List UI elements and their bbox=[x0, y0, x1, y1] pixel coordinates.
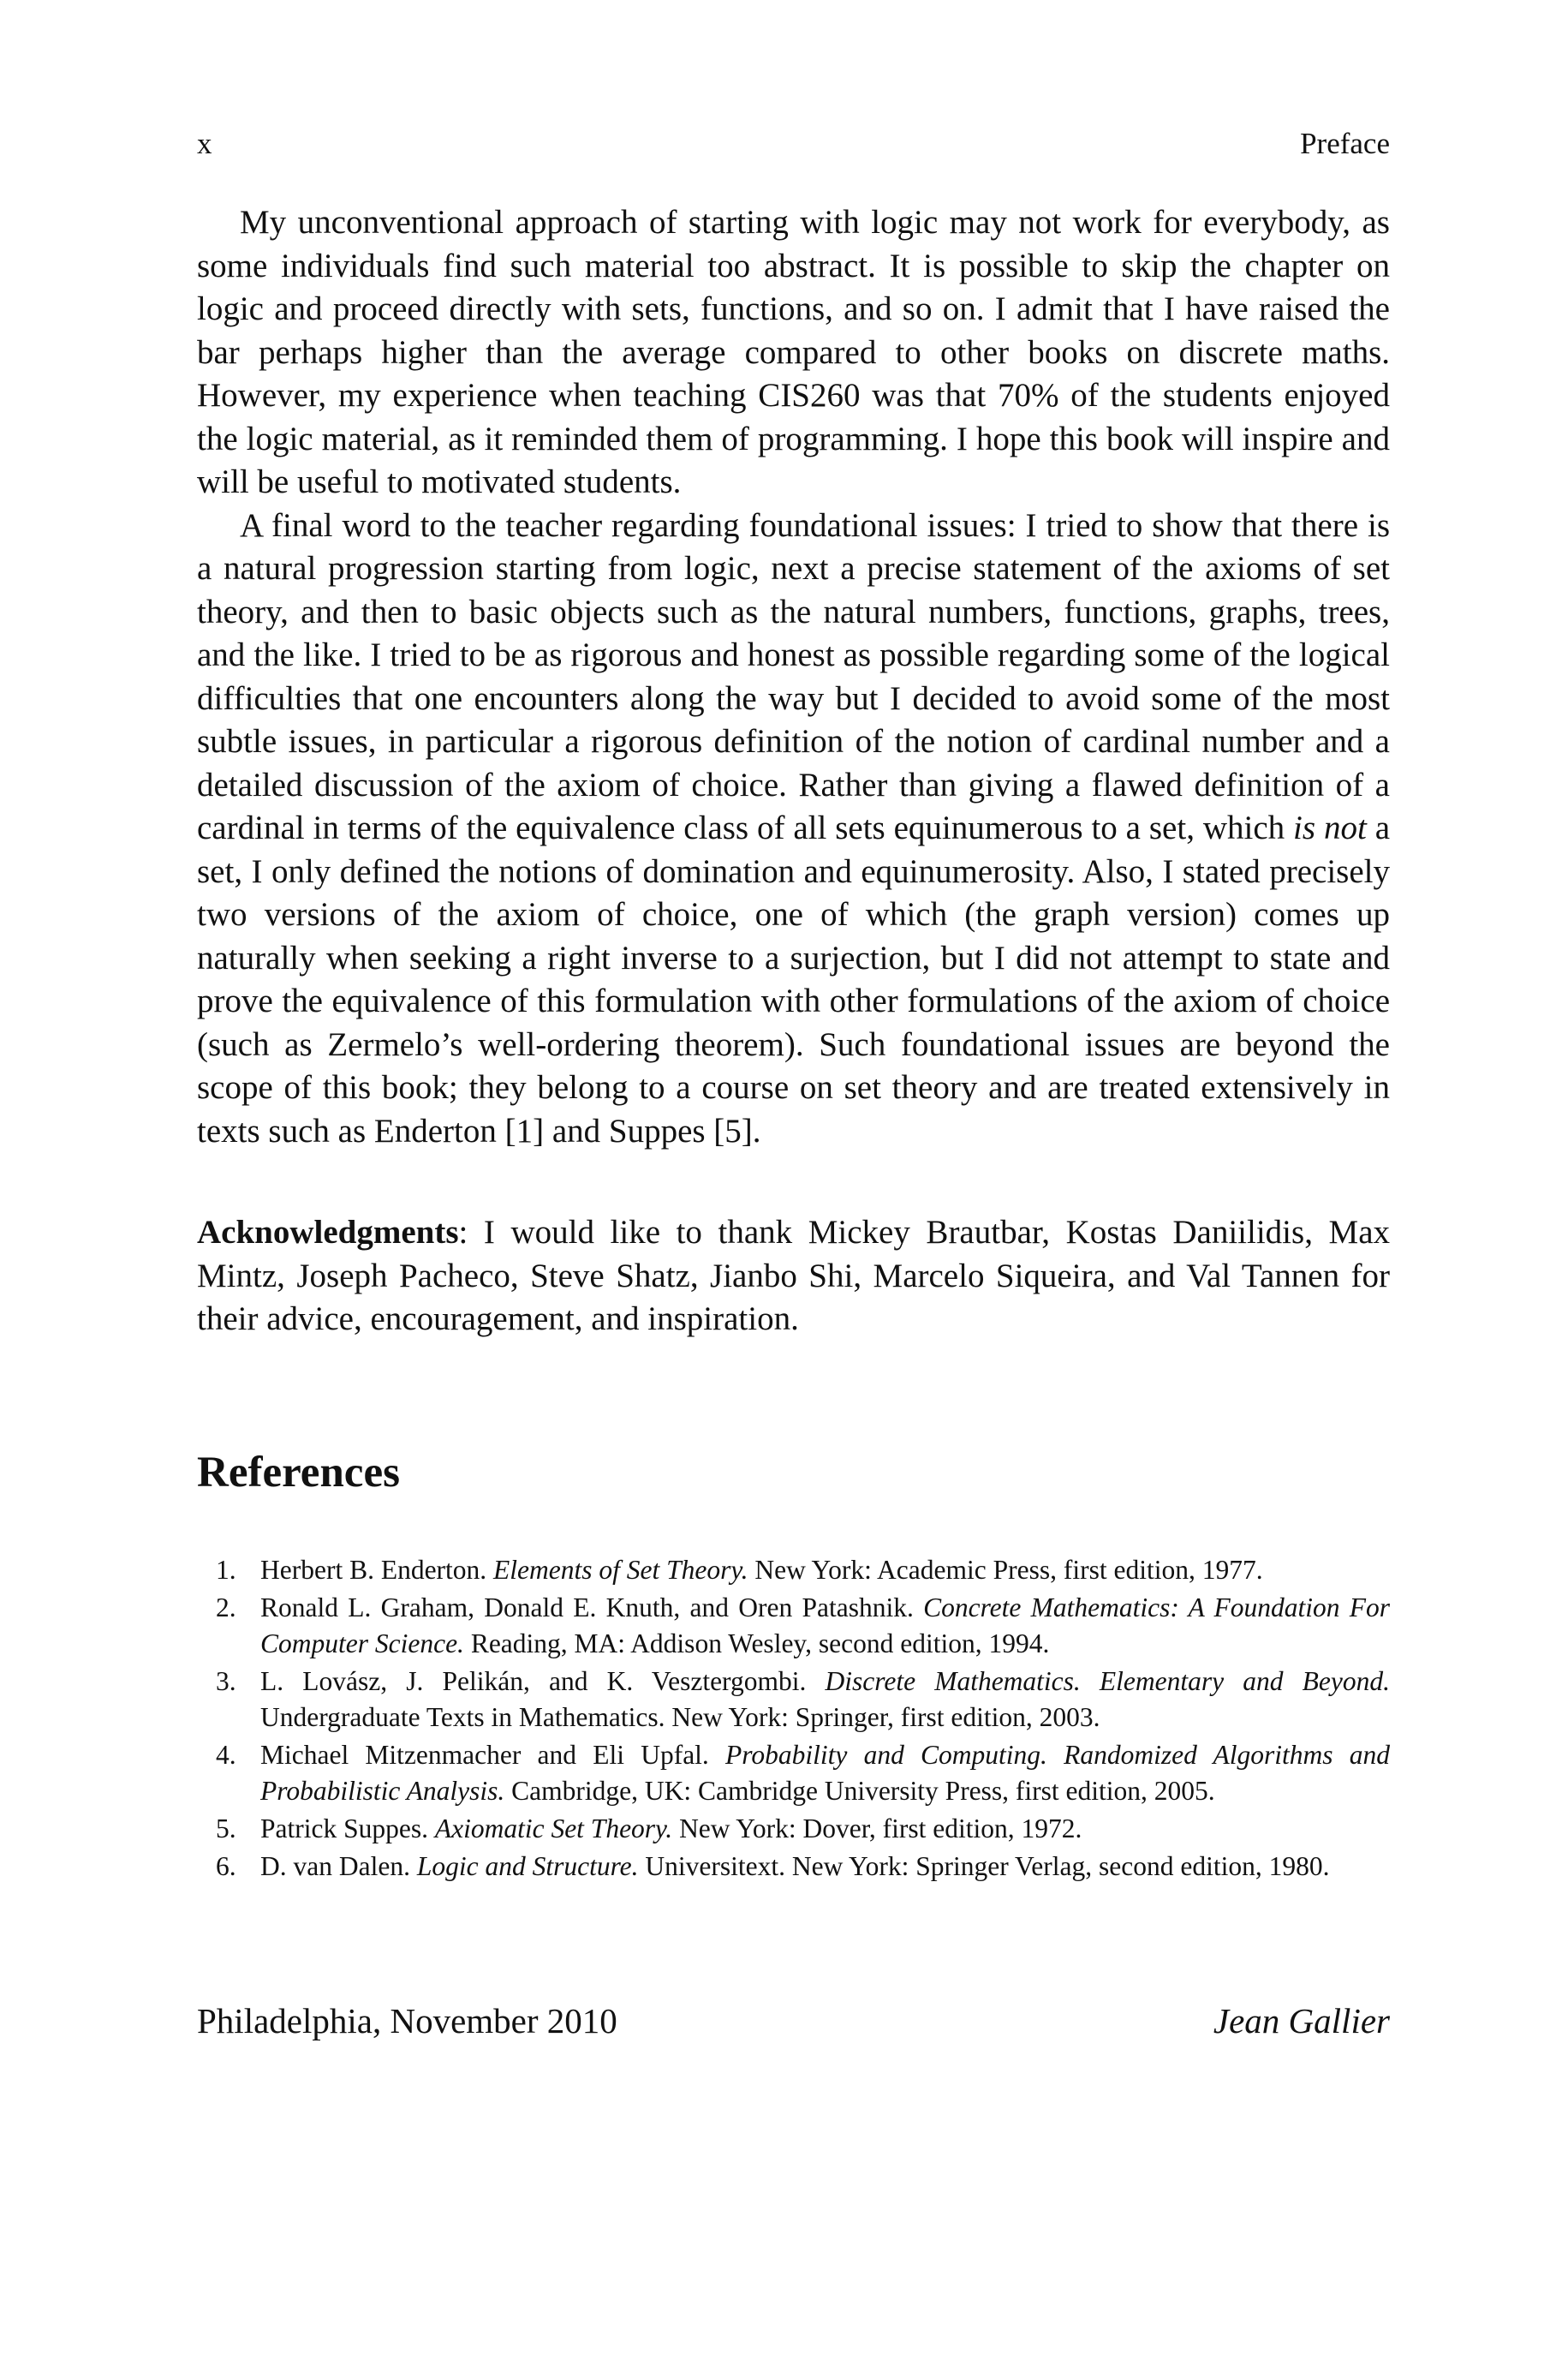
reference-item: 4. Michael Mitzenmacher and Eli Upfal. Probability and Computing. Randomized Algorithms and Probabilistic Analysis. Cambridge, UK: Cambridge University Press, first edition, 2005. bbox=[216, 1740, 1390, 1806]
reference-item: 5. Patrick Suppes. Axiomatic Set Theory. New York: Dover, first edition, 1972. bbox=[216, 1813, 1082, 1843]
page-number: x bbox=[197, 127, 212, 160]
signoff bbox=[197, 2000, 1390, 2052]
emphasis: is not bbox=[1293, 810, 1367, 846]
place-date: Philadelphia, November 2010 bbox=[197, 2001, 617, 2040]
preface-body bbox=[197, 201, 1390, 1153]
reference-item: 6. D. van Dalen. Logic and Structure. Universitext. New York: Springer Verlag, second edition, 1980. bbox=[216, 1851, 1330, 1881]
running-header bbox=[197, 127, 1390, 170]
paragraph: My unconventional approach of starting with logic may not work for everybody, as some individuals find such material too abstract. It is possible to skip the chapter on logic and proceed directly with sets, functions, and so on. I admit that I have raised the bar perhaps higher than the average compared to other books on discrete maths. However, my experience when teaching CIS260 was that 70% of the students enjoyed the logic material, as it reminded them of programming. I hope this book will inspire and will be useful to motivated students. bbox=[197, 204, 1390, 500]
references-list bbox=[197, 1552, 1390, 1886]
acknowledgments bbox=[197, 1211, 1390, 1341]
paragraph: A final word to the teacher regarding foundational issues: I tried to show that there is a natural progression starting from logic, next a precise statement of the axioms of set theory, and then to basic objects such as the natural numbers, functions, graphs, trees, and the like. I tried to be as rigorous and honest as possible regarding some of the logical difficulties that one encounters along the way but I decided to avoid some of the most subtle issues, in particular a rigorous definition of the notion of cardinal number and a detailed discussion of the axiom of choice. Rather than giving a flawed definition of a cardinal in terms of the equivalence class of all sets equinumerous to a set, which is not a set, I only defined the notions of domination and equinumerosity. Also, I stated precisely two versions of the axiom of choice, one of which (the graph version) comes up naturally when seeking a right inverse to a surjection, but I did not attempt to state and prove the equivalence of this formulation with other formulations of the axiom of choice (such as Zermelo’s well-ordering theorem). Such foundational issues are beyond the scope of this book; they belong to a course on set theory and are treated extensively in texts such as Enderton [1] and Suppes [5]. bbox=[197, 506, 1390, 1150]
reference-item: 2. Ronald L. Graham, Donald E. Knuth, and Oren Patashnik. Concrete Mathematics: A Foundation For Computer Science. Reading, MA: Addison Wesley, second edition, 1994. bbox=[216, 1592, 1390, 1658]
references-heading: References bbox=[197, 1449, 400, 1497]
author-name: Jean Gallier bbox=[1213, 2001, 1390, 2040]
running-title: Preface bbox=[1300, 127, 1390, 160]
acknowledgments-text: : I would like to thank Mickey Brautbar, Kostas Daniilidis, Max Mintz, Joseph Pacheco, Steve Shatz, Jianbo Shi, Marcelo Siqueira, and Val Tannen for their advice, encouragement, and inspiration. bbox=[197, 1214, 1390, 1337]
reference-item: 1. Herbert B. Enderton. Elements of Set Theory. New York: Academic Press, first edition, 1977. bbox=[216, 1555, 1263, 1585]
reference-item: 3. L. Lovász, J. Pelikán, and K. Vesztergombi. Discrete Mathematics. Elementary and Beyond. Undergraduate Texts in Mathematics. New York: Springer, first edition, 2003. bbox=[216, 1666, 1390, 1732]
acknowledgments-label: Acknowledgments bbox=[197, 1214, 459, 1251]
